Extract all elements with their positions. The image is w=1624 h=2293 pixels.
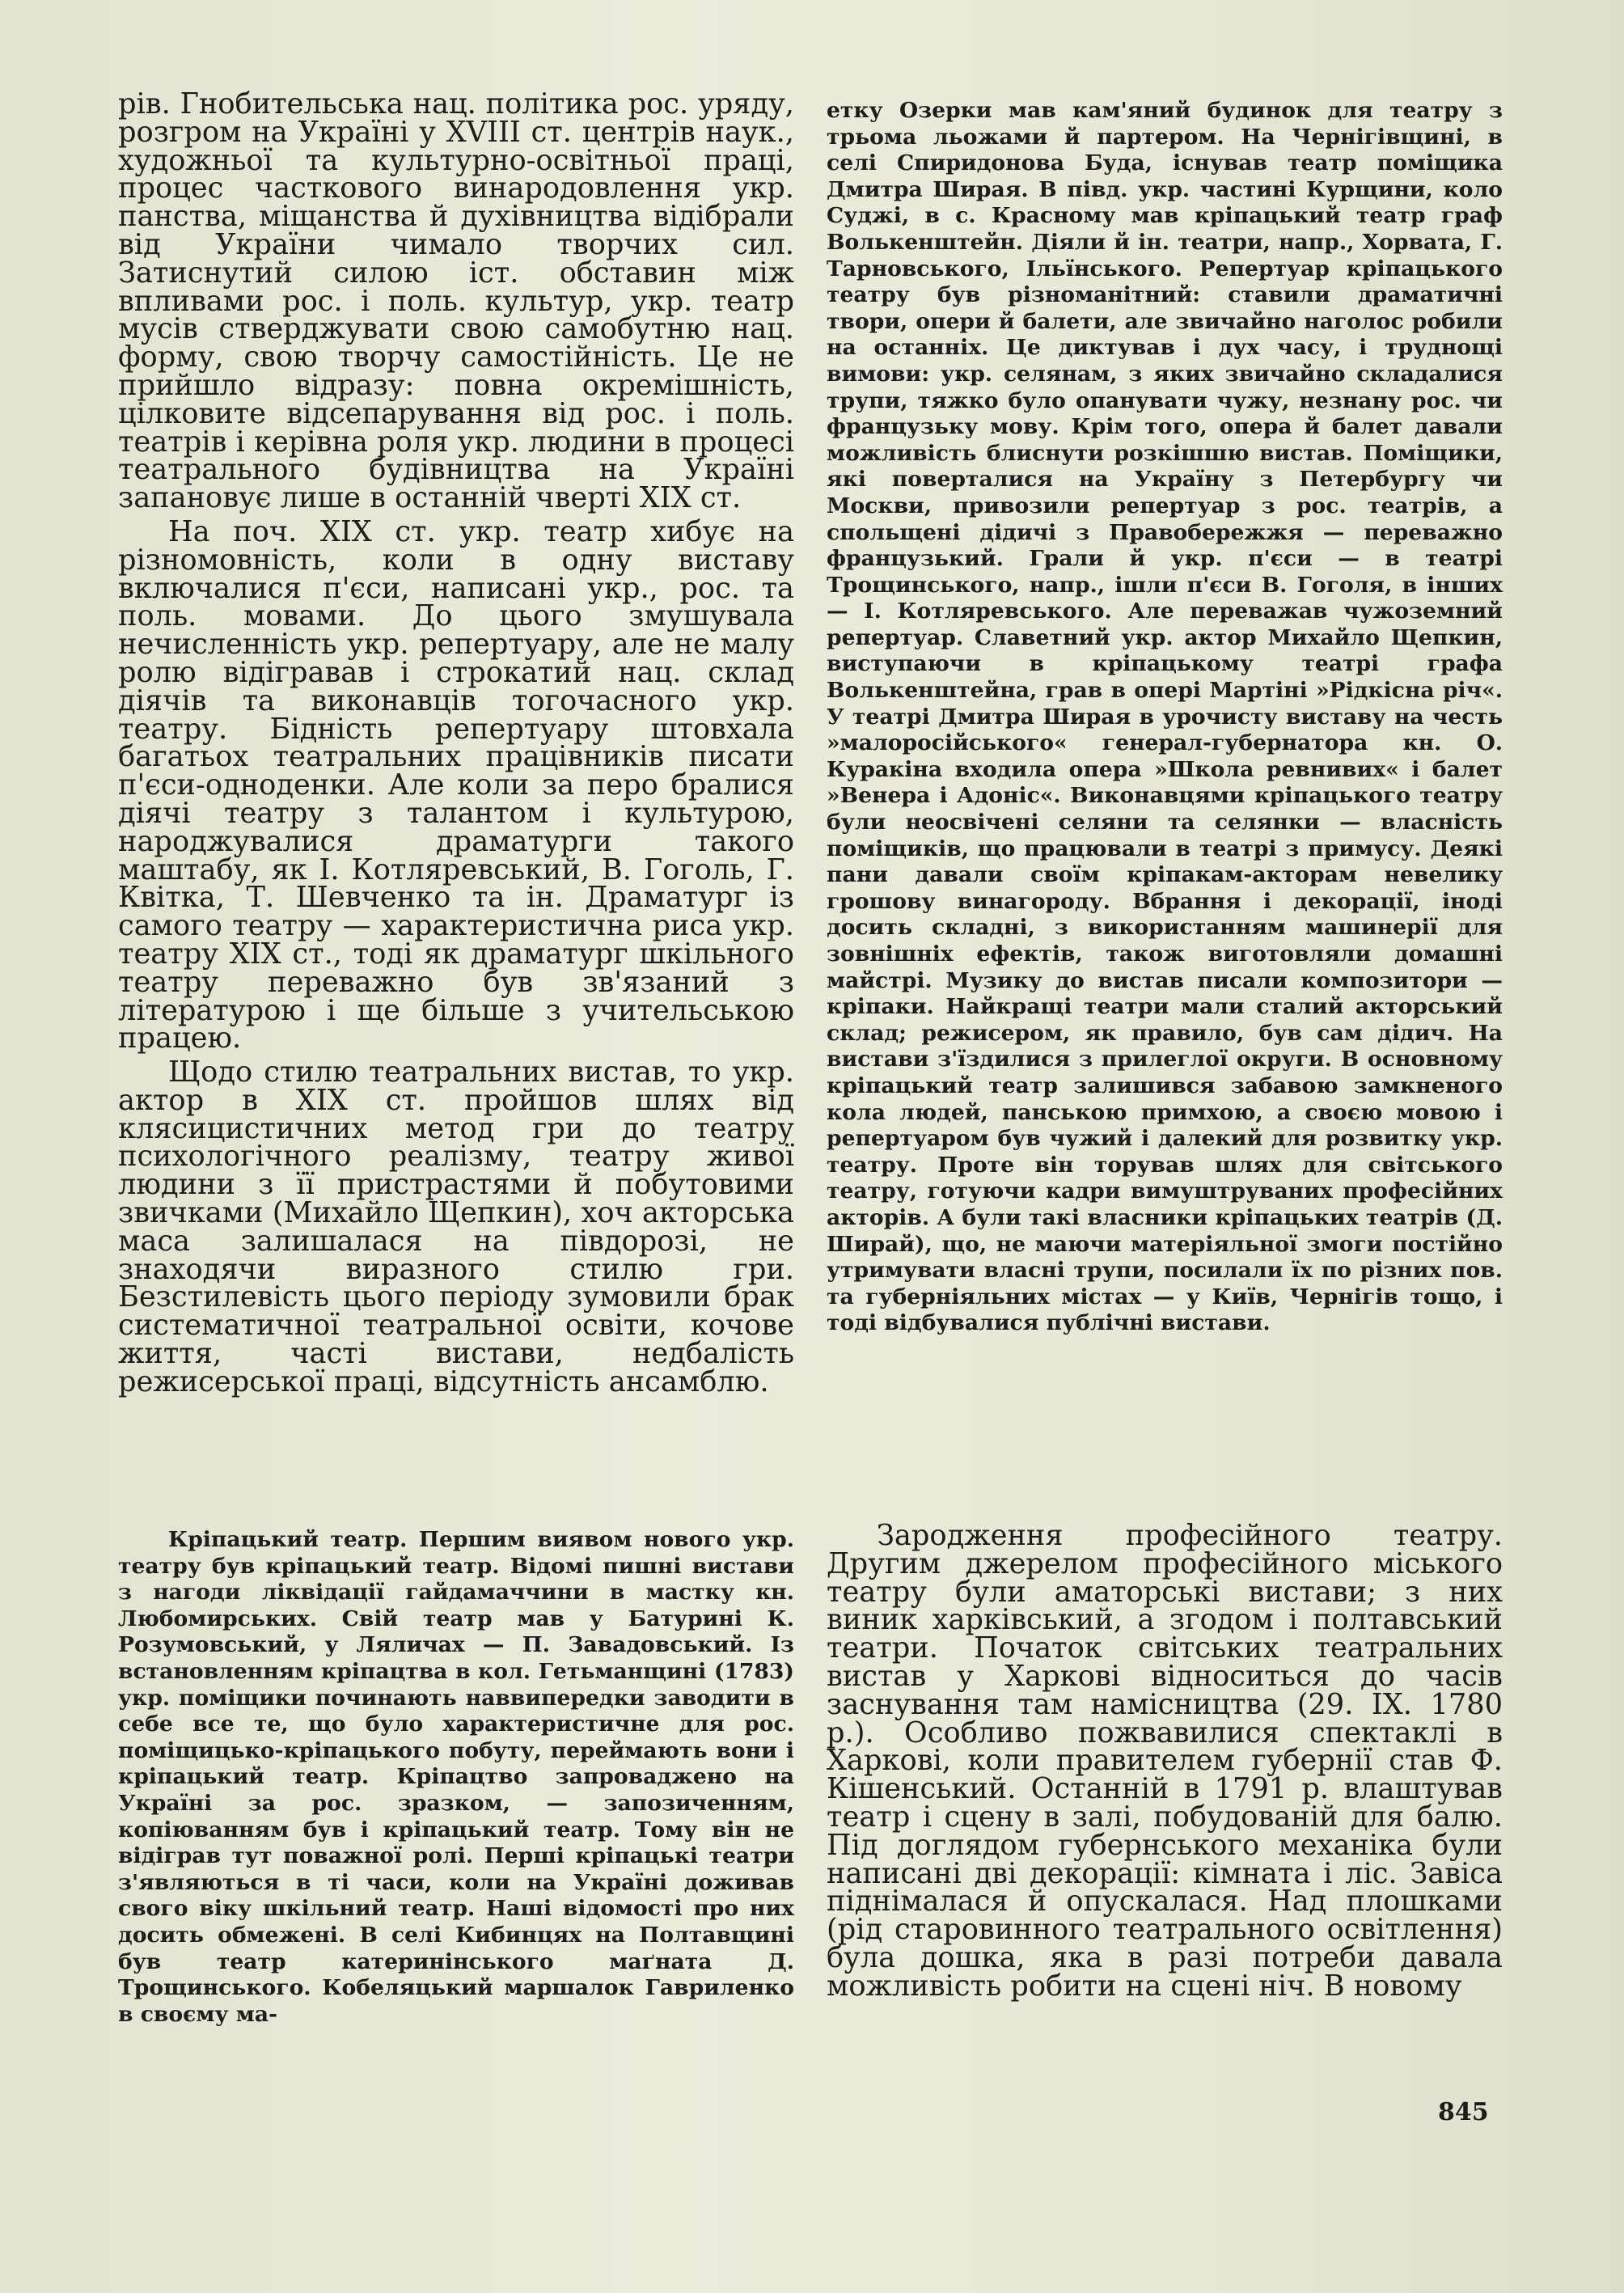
paragraph: Щодо стилю театральних вистав, то укр. актор в XIX ст. пройшов шлях від клясицистичних метод гри до театру психологічного реалізму, театру живої людини з її пристрастями й побутовими звичками (Михайло Щепкин), хоч акторська маса залишалася на півдорозі, не знаходячи виразного стилю гри. Безстилевість цього періоду зумовили брак систематичної театральної освіти, кочове життя, часті вистави, недбалість режисерської праці, відсутність ансамблю.: [118, 1056, 794, 1398]
paragraph: На поч. XIX ст. укр. театр хибує на різномовність, коли в одну виставу включалися п'єси, написані укр., рос. та поль. мовами. До цього змушувала нечисленність укр. репертуару, але не малу ролю відігравав і строкатий нац. склад діячів та виконавців тогочасного укр. театру. Бідність репертуару штовхала багатьох театральних працівників писати п'єси-одноденки. Але коли за перо бралися діячі театру з талантом і культурою, народжувалися драматурги такого маштабу, як І. Котляревський, В. Гоголь, Г. Квітка, Т. Шевченко та ін. Драматург із самого театру — характеристична риса укр. театру XIX ст., тоді як драматург шкільного театру переважно був зв'язаний з літературою і ще більше з учительською працею.: [118, 514, 794, 1056]
right-column-professional-theatre-section: [827, 1519, 1503, 2003]
paragraph: рів. Гнобительська нац. політика рос. уряду, розгром на Україні у XVIII ст. центрів наук., художньої та культурно-освітньої праці, процес часткового винародовлення укр. панства, міщанства й духівництва відібрали від України чимало творчих сил. Затиснутий силою іст. обставин між впливами рос. і поль. культур, укр. театр мусів стверджувати свою самобутню нац. форму, свою творчу самостійність. Це не прийшло відразу: повна окремішність, цілковите відсепарування від рос. і поль. театрів і керівна роля укр. людини в процесі театрального будівництва на Україні запановує лише в останній чверті XIX ст.: [118, 87, 794, 515]
section-paragraph: Зародження професійного театру. Другим джерелом професійного міського театру були аматорські вистави; з них виник харківський, а згодом і полтавський театри. Початок світських театральних вистав у Харкові відноситься до часів заснування там намісництва (29. IX. 1780 р.). Особливо пожвавилися спектаклі в Харкові, коли правителем губернії став Ф. Кішенський. Останній в 1791 р. влаштував театр і сцену в залі, побудованій для балю. Під доглядом губернського механіка були написані дві декорації: кімната і ліс. Завіса піднімалася й опускалася. Над плошками (рід старовинного театрального освітлення) була дошка, яка в разі потреби давала можливість робити на сцені ніч. В новому: [827, 1519, 1503, 2003]
right-column-serf-theatre-continued: [827, 98, 1503, 1337]
page-number: 845: [1438, 2098, 1489, 2126]
section-paragraph: Кріпацький театр. Першим виявом нового укр. театру був кріпацький театр. Відомі пишні вистави з нагоди ліквідації гайдамаччини в мастку кн. Любомирських. Свій театр мав у Батурині К. Розумовський, у Ляличах — П. Завадовський. Із встановленням кріпацтва в кол. Гетьманщині (1783) укр. поміщики починають наввипередки заводити в себе все те, що було характеристичне для рос. поміщицько-кріпацького побуту, переймають вони і кріпацький театр. Кріпацтво запроваджено на Україні за рос. зразком, — запозиченням, копіюванням був і кріпацький театр. Тому він не відіграв тут поважної ролі. Перші кріпацькі театри з'являються в ті часи, коли на Україні доживав свого віку шкільний театр. Наші відомості про них досить обмежені. В селі Кибинцях на Полтавщині був театр катеринінського маґната Д. Трощинського. Кобеляцький маршалок Гавриленко в своєму ма-: [118, 1527, 794, 2027]
left-column-serf-theatre-section: [118, 1527, 794, 2028]
left-column-main-text: [118, 87, 794, 1398]
paragraph: етку Озерки мав кам'яний будинок для театру з трьома льожами й партером. На Чернігівщині, в селі Спиридонова Буда, існував театр поміщика Дмитра Ширая. В півд. укр. частині Курщини, коло Суджі, в с. Красному мав кріпацький театр граф Волькенштейн. Діяли й ін. театри, напр., Хорвата, Г. Тарновського, Ільїнського. Репертуар кріпацького театру був різноманітний: ставили драматичні твори, опери й балети, але звичайно наголос робили на останніх. Це диктував і дух часу, і труднощі вимови: укр. селянам, з яких звичайно складалися трупи, тяжко було опанувати чужу, незнану рос. чи французьку мову. Крім того, опера й балет давали можливість блиснути розкішшю вистав. Поміщики, які поверталися на Україну з Петербургу чи Москви, привозили репертуар з рос. театрів, а спольщені дідичі з Правобережжя — переважно французький. Грали й укр. п'єси — в театрі Трощинського, напр., ішли п'єси В. Гоголя, в інших — І. Котляревського. Але переважав чужоземний репертуар. Славетний укр. актор Михайло Щепкин, виступаючи в кріпацькому театрі графа Волькенштейна, грав в опері Мартіні »Рідкісна річ«. У театрі Дмитра Ширая в урочисту виставу на честь »малоросійського« генерал-губернатора кн. О. Куракіна входила опера »Школа ревнивих« і балет »Венера і Адоніс«. Виконавцями кріпацького театру були неосвічені селяни та селянки — власність поміщиків, що працювали в театрі з примусу. Деякі пани давали своїм кріпакам-акторам невелику грошову винагороду. Вбрання і декорації, іноді досить складні, з використанням машинерії для зовнішніх ефектів, також виготовляли домашні майстрі. Музику до вистав писали композитори — кріпаки. Найкращі театри мали сталий акторський склад; режисером, як правило, був сам дідич. На вистави з'їздилися з прилеглої округи. В основному кріпацький театр залишився забавою замкненого кола людей, панською примхою, а своєю мовою і репертуаром був чужий і далекий для розвитку укр. театру. Проте він торував шлях для світського театру, готуючи кадри вимуштруваних професійних акторів. А були такі власники кріпацьких театрів (Д. Ширай), що, не маючи матеріяльної змоги постійно утримувати власні трупи, посилали їх по різних пов. та губерніяльних містах — у Київ, Чернігів тощо, і тоді відбувалися публічні вистави.: [827, 98, 1503, 1336]
